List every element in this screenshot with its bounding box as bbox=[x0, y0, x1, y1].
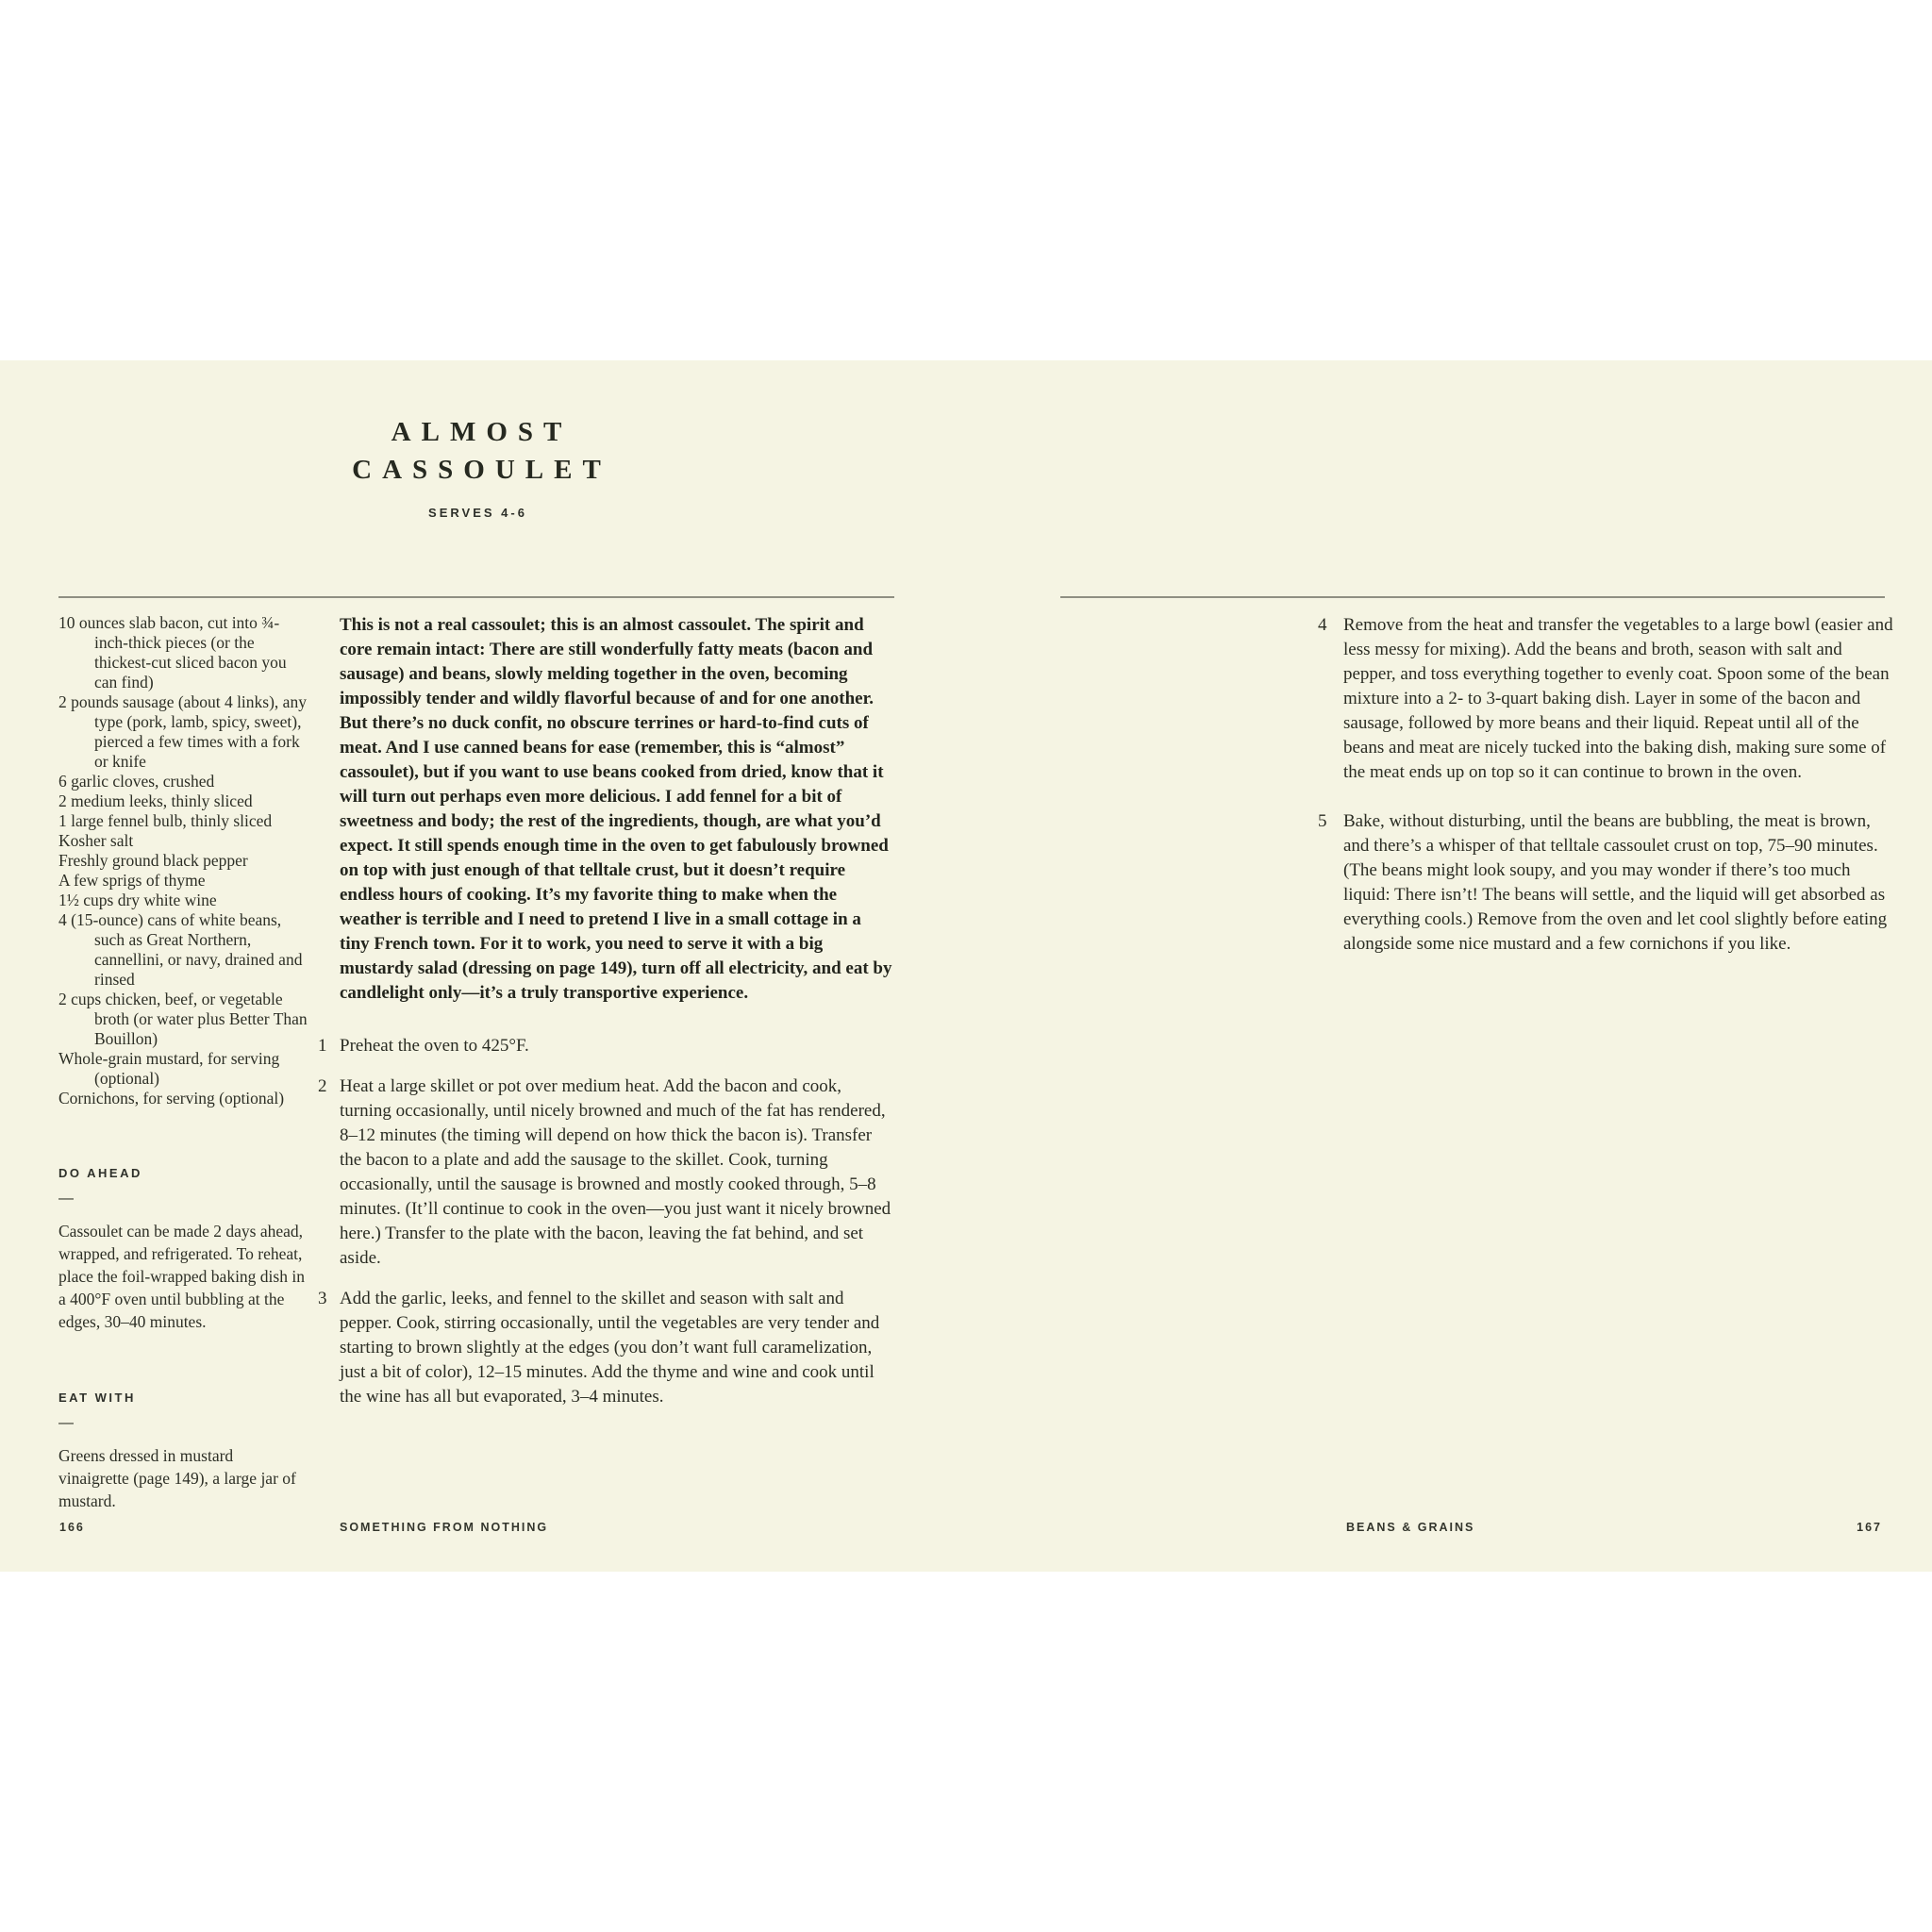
step-number: 2 bbox=[318, 1076, 327, 1096]
recipe-steps-right bbox=[1318, 613, 1894, 957]
ingredient-item: Kosher salt bbox=[58, 831, 134, 850]
step-text: Add the garlic, leeks, and fennel to the skillet and season with salt and pepper. Cook, stirring occasionally, until the vegetables are very tender and starting to brown slightly at the edges (you don’t want full caramelization, just a bit of color), 12–15 minutes. Add the thyme and wine and cook until the wine has all but evaporated, 3–4 minutes. bbox=[340, 1289, 880, 1407]
eat-with-section bbox=[58, 1388, 308, 1512]
step-text: Bake, without disturbing, until the beans are bubbling, the meat is brown, and there’s a whisper of that telltale cassoulet crust on top, 75–90 minutes. (The beans might look soupy, and you may wonder if there’s too much liquid: There isn’t! The beans will settle, and the liquid will get absorbed as everything cools.) Remove from the oven and let cool slightly before eating alongside some nice mustard and a few cornichons if you like. bbox=[1343, 811, 1888, 954]
recipe-step bbox=[318, 1074, 894, 1271]
ingredient-list bbox=[58, 613, 308, 1108]
ingredient-item: 2 medium leeks, thinly sliced bbox=[58, 791, 253, 810]
eat-with-heading: EAT WITH bbox=[58, 1391, 136, 1405]
ingredient-item: Whole-grain mustard, for serving (optional) bbox=[58, 1049, 280, 1088]
recipe-main-column bbox=[318, 613, 894, 1425]
recipe-step bbox=[318, 1287, 894, 1409]
recipe-step bbox=[1318, 809, 1894, 957]
eat-with-dash: — bbox=[58, 1415, 74, 1431]
recipe-title-line-1: ALMOST bbox=[391, 417, 573, 447]
step-number: 4 bbox=[1318, 615, 1327, 635]
do-ahead-text: Cassoulet can be made 2 days ahead, wrapped, and refrigerated. To reheat, place the foil-wrapped baking dish in a 400°F oven until bubbling at the edges, 30–40 minutes. bbox=[58, 1222, 305, 1331]
ingredient-item: 4 (15-ounce) cans of white beans, such as Great Northern, cannellini, or navy, drained and rinsed bbox=[58, 910, 303, 989]
do-ahead-heading: DO AHEAD bbox=[58, 1166, 142, 1180]
recipe-step bbox=[318, 1034, 894, 1058]
ingredient-item: 1 large fennel bulb, thinly sliced bbox=[58, 811, 273, 830]
ingredient-item: 6 garlic cloves, crushed bbox=[58, 772, 215, 791]
left-page-number: 166 bbox=[59, 1521, 85, 1534]
right-page-rule bbox=[1060, 596, 1885, 598]
ingredient-item: Freshly ground black pepper bbox=[58, 851, 248, 870]
step-number: 1 bbox=[318, 1036, 327, 1056]
cookbook-spread bbox=[0, 360, 1932, 1572]
recipe-title-line-2: CASSOULET bbox=[352, 455, 611, 485]
recipe-steps-left bbox=[318, 1034, 894, 1409]
right-page-number: 167 bbox=[1857, 1521, 1882, 1534]
step-text: Remove from the heat and transfer the vegetables to a large bowl (easier and less messy for mixing). Add the beans and broth, season with salt and pepper, and toss everything together to evenly coat. Spoon some of the bean mixture into a 2- to 3-quart baking dish. Layer in some of the bacon and sausage, followed by more beans and their liquid. Repeat until all of the beans and meat are nicely tucked into the baking dish, making sure some of the meat ends up on top so it can continue to brown in the oven. bbox=[1343, 615, 1893, 782]
ingredients-column bbox=[58, 613, 308, 1512]
step-number: 5 bbox=[1318, 811, 1327, 831]
left-page-rule bbox=[58, 596, 894, 598]
left-running-head: SOMETHING FROM NOTHING bbox=[340, 1521, 549, 1534]
ingredient-item: 2 cups chicken, beef, or vegetable broth (or water plus Better Than Bouillon) bbox=[58, 990, 308, 1048]
right-running-head: BEANS & GRAINS bbox=[1346, 1521, 1475, 1534]
ingredient-item: 2 pounds sausage (about 4 links), any type (pork, lamb, spicy, sweet), pierced a few times with a fork or knife bbox=[58, 692, 307, 771]
ingredient-item: A few sprigs of thyme bbox=[58, 871, 206, 890]
ingredient-item: 10 ounces slab bacon, cut into ¾-inch-thick pieces (or the thickest-cut sliced bacon you can find) bbox=[58, 613, 287, 691]
recipe-step bbox=[1318, 613, 1894, 785]
recipe-steps-right-column bbox=[1318, 613, 1894, 981]
recipe-title-block bbox=[58, 413, 894, 520]
ingredient-item: Cornichons, for serving (optional) bbox=[58, 1089, 285, 1108]
step-text: Preheat the oven to 425°F. bbox=[340, 1036, 529, 1056]
step-text: Heat a large skillet or pot over medium heat. Add the bacon and cook, turning occasionally, until nicely browned and much of the fat has rendered, 8–12 minutes (the timing will depend on how thick the bacon is). Transfer the bacon to a plate and add the sausage to the skillet. Cook, turning occasionally, until the sausage is browned and mostly cooked through, 5–8 minutes. (It’ll continue to cook in the oven—you just want it nicely browned here.) Transfer to the plate with the bacon, leaving the fat behind, and set aside. bbox=[340, 1076, 891, 1268]
eat-with-text: Greens dressed in mustard vinaigrette (page 149), a large jar of mustard. bbox=[58, 1446, 296, 1510]
do-ahead-dash: — bbox=[58, 1191, 74, 1207]
do-ahead-section bbox=[58, 1163, 308, 1333]
ingredient-item: 1½ cups dry white wine bbox=[58, 891, 217, 909]
serves-label: SERVES 4-6 bbox=[428, 506, 527, 520]
step-number: 3 bbox=[318, 1289, 327, 1308]
recipe-headnote: This is not a real cassoulet; this is an almost cassoulet. The spirit and core remain intact: There are still wonderfully fatty meats (bacon and sausage) and beans, slowly melding together in the oven, becoming impossibly tender and wildly flavorful because of and for one another. But there’s no duck confit, no obscure terrines or hard-to-find cuts of meat. And I use canned beans for ease (remember, this is “almost” cassoulet), but if you want to use beans cooked from dried, know that it will turn out perhaps even more delicious. I add fennel for a bit of sweetness and body; the rest of the ingredients, though, are what you’d expect. It still spends enough time in the oven to get fabulously browned on top with just enough of that telltale crust, but it doesn’t require endless hours of cooking. It’s my favorite thing to make when the weather is terrible and I need to pretend I live in a small cottage in a tiny French town. For it to work, you need to serve it with a big mustardy salad (dressing on page 149), turn off all electricity, and eat by candlelight only—it’s a truly transportive experience. bbox=[340, 615, 892, 1003]
